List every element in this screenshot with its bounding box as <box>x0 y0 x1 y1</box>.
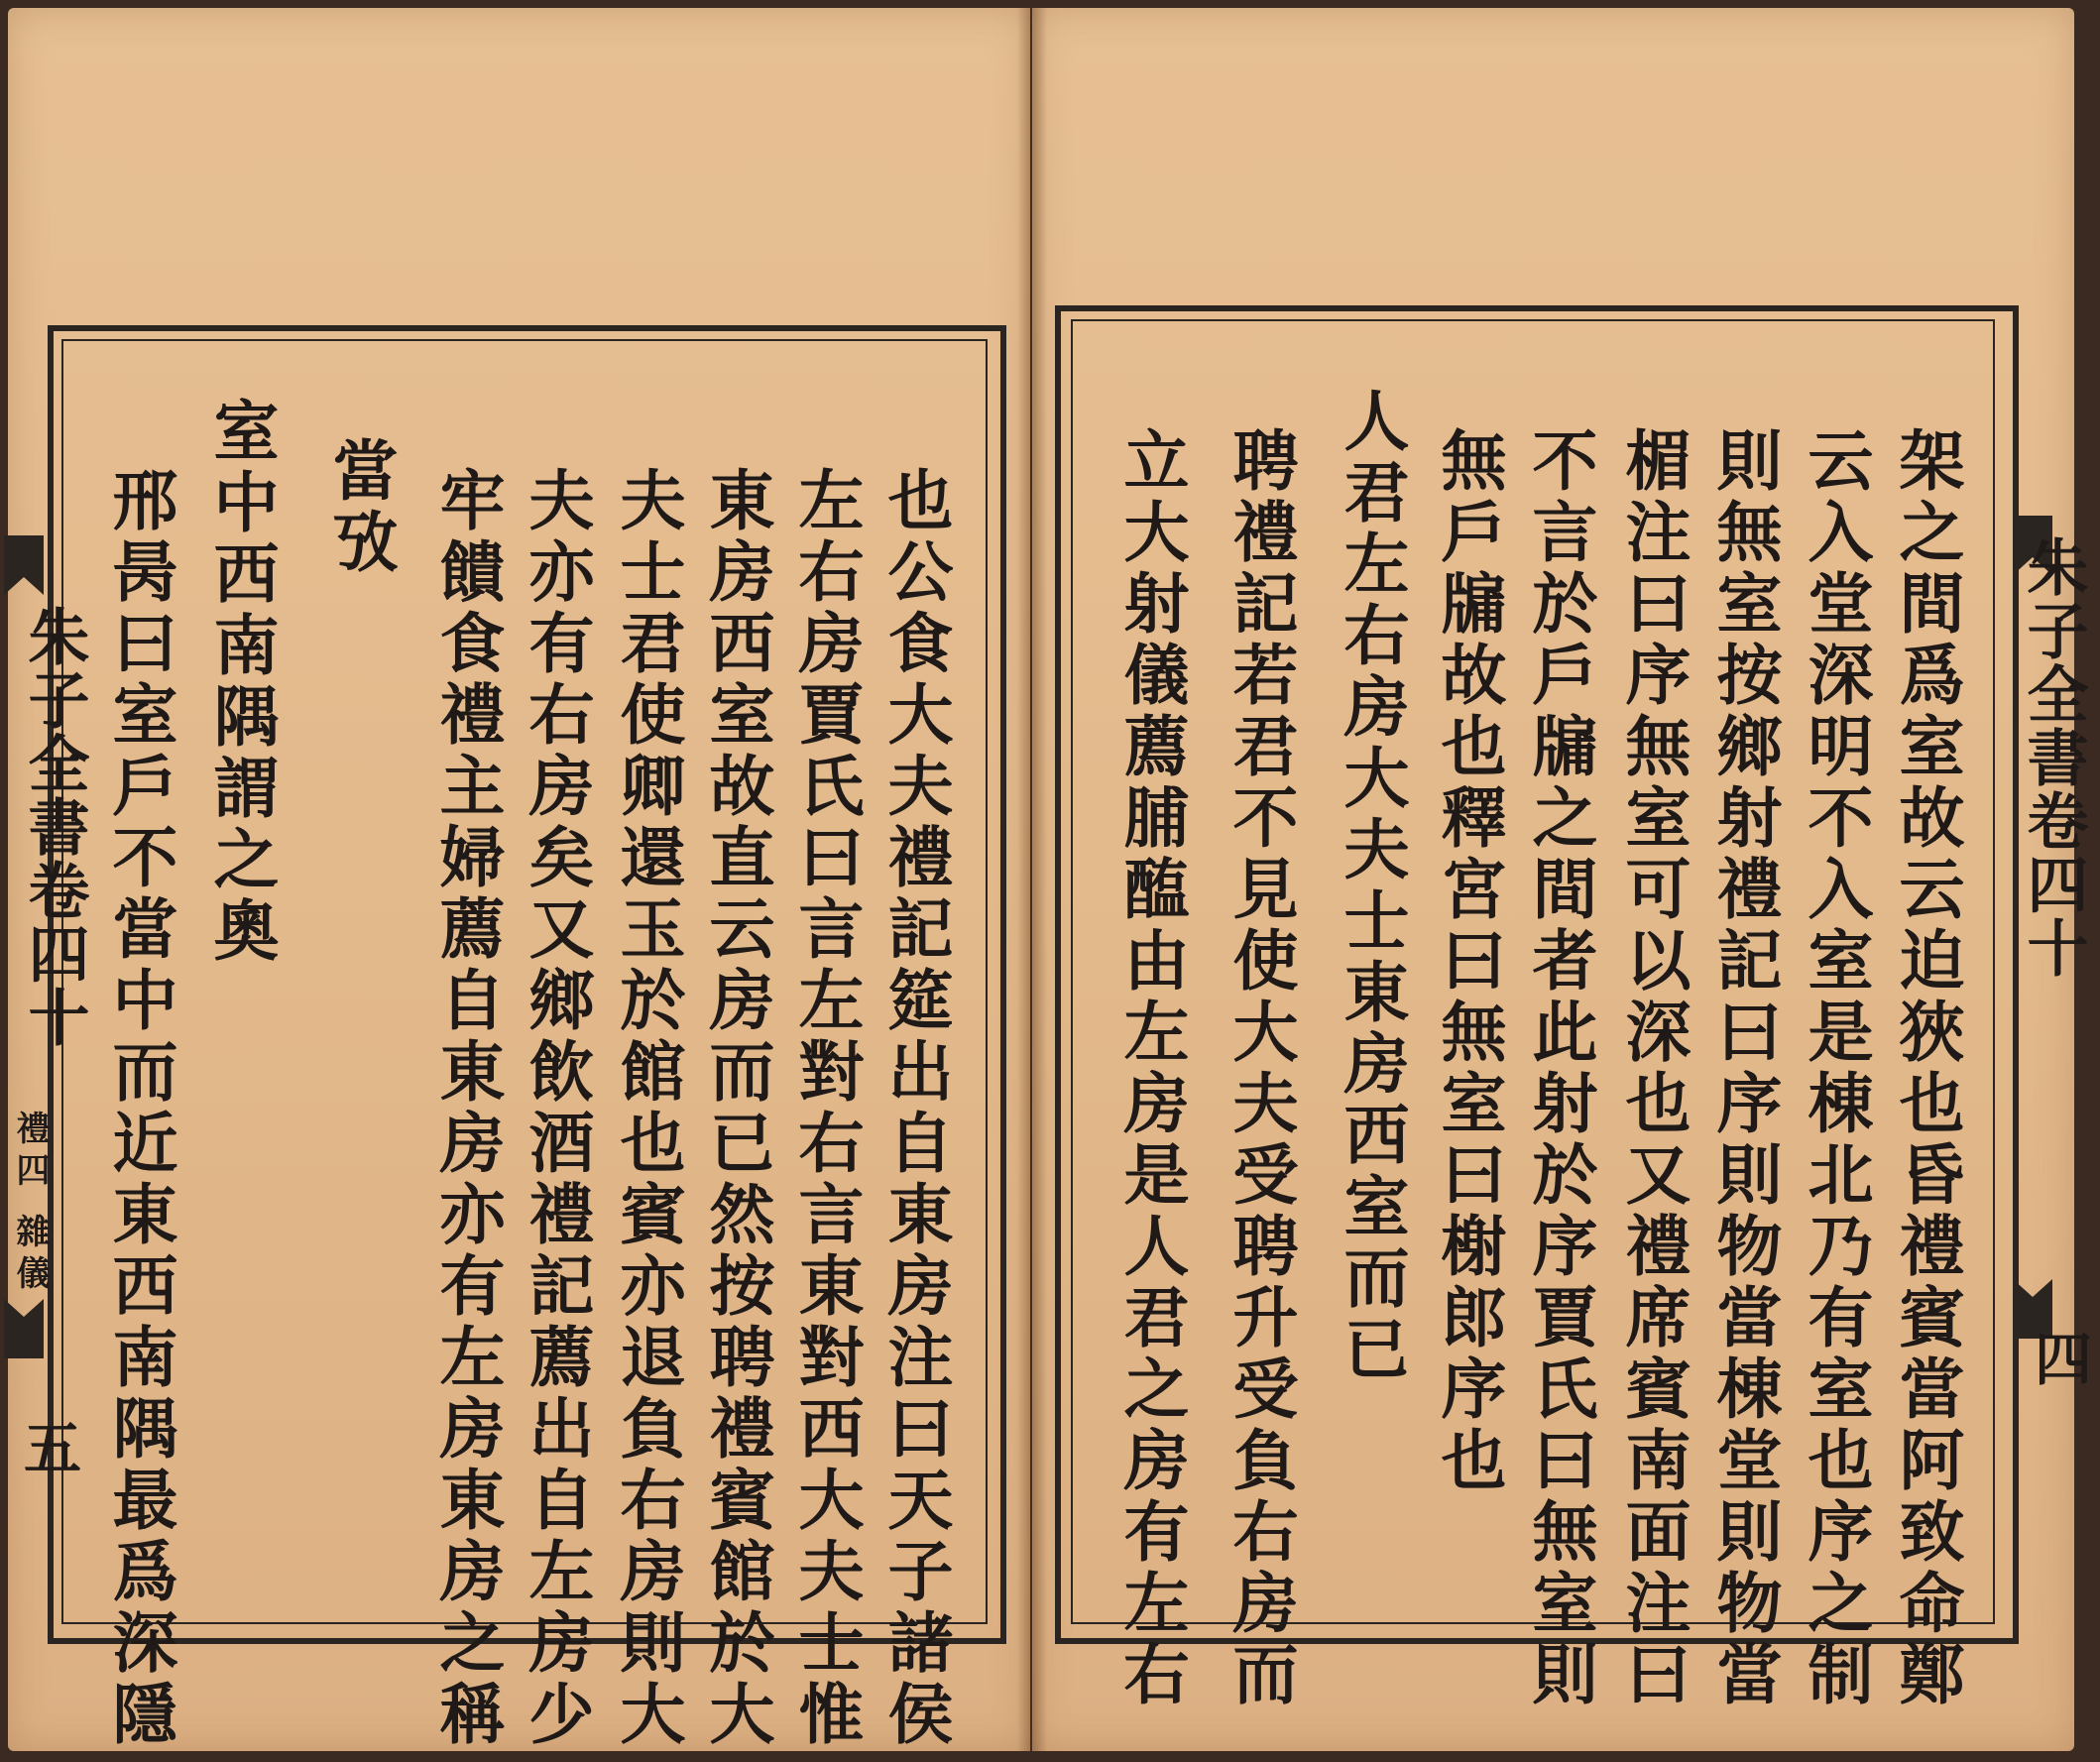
right-text-column: 聘禮記若君不見使大夫受聘升受負右房而 <box>1222 426 1299 1711</box>
left-page-number: 五 <box>14 1418 81 1475</box>
left-text-column: 當攷 <box>321 436 399 579</box>
book-gutter <box>1017 8 1047 1751</box>
left-text-column: 夫士君使卿還玉於館也賓亦退負右房則大 <box>609 466 686 1751</box>
right-text-column: 則無室按鄉射禮記曰序則物當棟堂則物當 <box>1705 426 1783 1711</box>
left-fold-section: 禮四 雜儀 <box>10 1111 50 1297</box>
right-fold-title: 朱子全書卷四十 <box>2017 535 2089 980</box>
right-text-column: 立大射儀薦脯醢由左房是人君之房有左右 <box>1112 426 1190 1711</box>
right-text-column: 云入堂深明不入室是棟北乃有室也序之制 <box>1797 426 1874 1711</box>
right-page-number: 四 <box>2025 1329 2092 1386</box>
left-fold-title: 朱子全書卷四十 <box>18 605 90 1049</box>
right-text-column: 不言於戶牖之間者此射於序賈氏曰無室則 <box>1521 426 1598 1711</box>
right-text-column: 無戶牖故也釋宮曰無室曰榭郎序也 <box>1430 426 1507 1497</box>
left-text-column: 邢昺曰室戶不當中而近東西南隅最爲深隱 <box>101 466 178 1751</box>
left-text-column: 室中西南隅謂之奧 <box>202 397 280 968</box>
right-text-column: 架之間爲室故云迫狹也昏禮賓當阿致命鄭 <box>1888 426 1965 1711</box>
left-text-column: 左右房賈氏曰言左對右言東對西大夫士惟 <box>787 466 865 1751</box>
right-text-column: 人君左右房大夫士東房西室而已 <box>1333 387 1410 1386</box>
left-text-column: 東房西室故直云房而已然按聘禮賓館於大 <box>698 466 775 1751</box>
left-text-column: 夫亦有右房矣又鄉飲酒禮記薦出自左房少 <box>518 466 595 1751</box>
left-text-column: 牢饋食禮主婦薦自東房亦有左房東房之稱 <box>428 466 506 1751</box>
left-text-column: 也公食大夫禮記筵出自東房注曰天子諸侯 <box>876 466 954 1751</box>
right-text-column: 楣注曰序無室可以深也又禮席賓南面注曰 <box>1614 426 1692 1711</box>
